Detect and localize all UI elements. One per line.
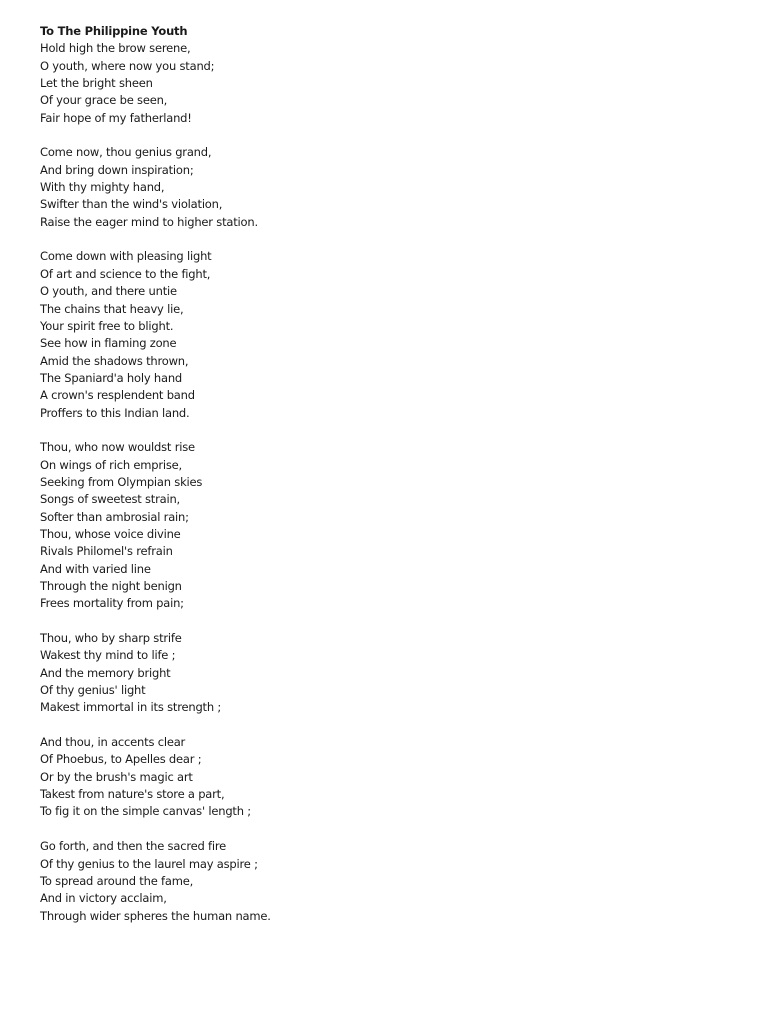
- stanza: [40, 40, 740, 127]
- poem-line: O youth, where now you stand;: [40, 58, 215, 73]
- poem-line: Wakest thy mind to life ;: [40, 648, 176, 663]
- poem-line: Takest from nature's store a part,: [40, 787, 225, 802]
- poem-line: Swifter than the wind's violation,: [40, 197, 223, 212]
- poem-line: Proffers to this Indian land.: [40, 405, 190, 420]
- poem-line: Seeking from Olympian skies: [40, 474, 203, 489]
- poem-line: Or by the brush's magic art: [40, 769, 193, 784]
- poem-line: The chains that heavy lie,: [40, 301, 184, 316]
- poem-line: Frees mortality from pain;: [40, 596, 184, 611]
- poem-line: Thou, who now wouldst rise: [40, 440, 195, 455]
- stanza: [40, 734, 740, 821]
- poem-line: Rivals Philomel's refrain: [40, 544, 173, 559]
- stanza: [40, 248, 740, 421]
- poem-line: Go forth, and then the sacred fire: [40, 839, 227, 854]
- stanza: [40, 439, 740, 612]
- poem-line: Thou, who by sharp strife: [40, 631, 182, 646]
- poem-line: To fig it on the simple canvas' length ;: [40, 804, 251, 819]
- poem-line: Come now, thou genius grand,: [40, 145, 212, 160]
- poem-line: Through the night benign: [40, 579, 182, 593]
- poem-line: Of Phoebus, to Apelles dear ;: [40, 752, 202, 767]
- document-page: [40, 23, 740, 925]
- poem-line: Of your grace be seen,: [40, 93, 168, 108]
- poem-line: Let the bright sheen: [40, 76, 153, 91]
- poem-line: And with varied line: [40, 561, 151, 576]
- poem-line: Of thy genius to the laurel may aspire ;: [40, 856, 258, 871]
- poem-line: Fair hope of my fatherland!: [40, 110, 192, 125]
- stanza: [40, 144, 740, 231]
- poem-body: [40, 40, 740, 925]
- poem-line: And bring down inspiration;: [40, 162, 194, 177]
- poem-line: Makest immortal in its strength ;: [40, 700, 222, 715]
- poem-line: Of thy genius' light: [40, 683, 146, 698]
- poem-line: And the memory bright: [40, 665, 171, 680]
- poem-line: Come down with pleasing light: [40, 249, 212, 264]
- poem-line: Through wider spheres the human name.: [40, 908, 271, 923]
- poem-title: To The Philippine Youth: [40, 24, 188, 38]
- poem-line: O youth, and there untie: [40, 284, 177, 299]
- poem-line: See how in flaming zone: [40, 336, 177, 351]
- poem-line: Raise the eager mind to higher station.: [40, 214, 258, 229]
- poem-line: Softer than ambrosial rain;: [40, 509, 189, 524]
- poem-line: On wings of rich emprise,: [40, 457, 182, 472]
- poem-line: Your spirit free to blight.: [40, 318, 174, 333]
- poem-line: Hold high the brow serene,: [40, 41, 191, 56]
- poem-line: With thy mighty hand,: [40, 180, 165, 195]
- stanza: [40, 630, 740, 717]
- stanza: [40, 838, 740, 925]
- poem-line: To spread around the fame,: [40, 873, 194, 888]
- poem-line: Of art and science to the fight,: [40, 266, 211, 281]
- poem-line: A crown's resplendent band: [40, 388, 195, 403]
- poem-line: Thou, whose voice divine: [40, 526, 181, 541]
- poem-line: Amid the shadows thrown,: [40, 353, 189, 368]
- poem-line: And in victory acclaim,: [40, 891, 167, 906]
- poem-line: And thou, in accents clear: [40, 735, 186, 750]
- poem-line: The Spaniard'a holy hand: [40, 370, 183, 385]
- poem-line: Songs of sweetest strain,: [40, 492, 181, 507]
